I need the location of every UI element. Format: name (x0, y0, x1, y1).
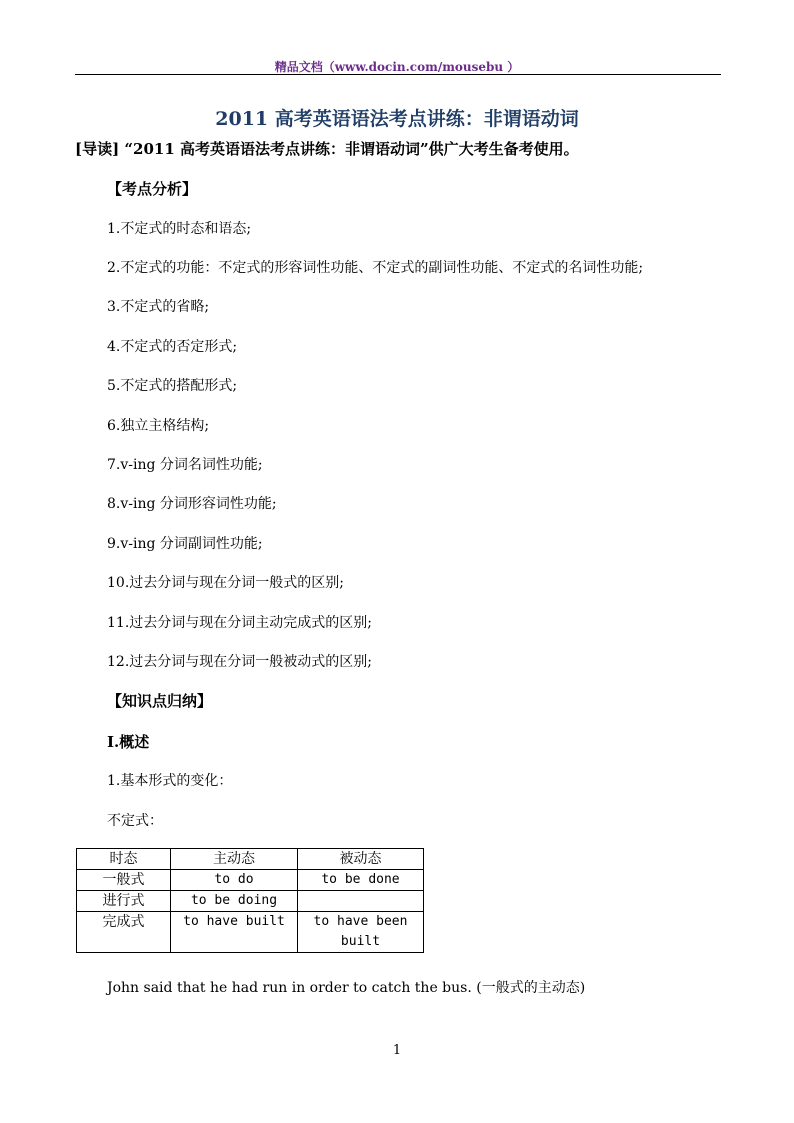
list-item: 8.v-ing 分词形容词性功能; (107, 496, 277, 512)
infinitive-forms-table (76, 848, 424, 953)
table-header-row (77, 849, 424, 870)
subheading-overview: I.概述 (107, 733, 150, 751)
document-title: 2011 高考英语语法考点讲练：非谓语动词 (215, 108, 579, 130)
list-item: 11.过去分词与现在分词主动完成式的区别; (107, 615, 372, 631)
table-cell: to be doing (171, 891, 298, 912)
table-cell: 一般式 (77, 870, 171, 891)
table-row (77, 912, 424, 953)
point-basic-forms: 1.基本形式的变化： (107, 773, 233, 789)
document-header: 精品文档（www.docin.com/mousebu ） (274, 60, 520, 74)
label-infinitive: 不定式： (107, 813, 163, 829)
list-item: 6.独立主格结构; (107, 418, 210, 434)
table-cell: to do (171, 870, 298, 891)
list-item: 9.v-ing 分词副词性功能; (107, 536, 263, 552)
list-item: 4.不定式的否定形式; (107, 339, 238, 355)
table-header-cell: 时态 (77, 849, 171, 870)
list-item: 2.不定式的功能：不定式的形容词性功能、不定式的副词性功能、不定式的名词性功能; (107, 260, 644, 276)
table-row (77, 891, 424, 912)
section-heading-knowledge: 【知识点归纳】 (107, 692, 213, 710)
example-sentence: John said that he had run in order to catch the bus. (一般式的主动态) (107, 980, 586, 996)
intro-paragraph: [导读] “2011 高考英语语法考点讲练：非谓语动词”供广大考生备考使用。 (75, 140, 579, 158)
table-cell: to be done (298, 870, 424, 891)
page-number: 1 (392, 1043, 402, 1058)
list-item: 1.不定式的时态和语态; (107, 221, 252, 237)
list-item: 7.v-ing 分词名词性功能; (107, 457, 263, 473)
table-cell: to have been built (298, 912, 424, 953)
list-item: 3.不定式的省略; (107, 299, 210, 315)
section-heading-analysis: 【考点分析】 (107, 180, 198, 198)
table-row (77, 870, 424, 891)
table-header-cell: 主动态 (171, 849, 298, 870)
list-item: 5.不定式的搭配形式; (107, 378, 238, 394)
table-cell: 进行式 (77, 891, 171, 912)
table-cell: 完成式 (77, 912, 171, 953)
table-header-cell: 被动态 (298, 849, 424, 870)
table-cell (298, 891, 424, 912)
list-item: 10.过去分词与现在分词一般式的区别; (107, 575, 344, 591)
table-cell: to have built (171, 912, 298, 953)
list-item: 12.过去分词与现在分词一般被动式的区别; (107, 654, 372, 670)
header-divider (75, 74, 721, 75)
